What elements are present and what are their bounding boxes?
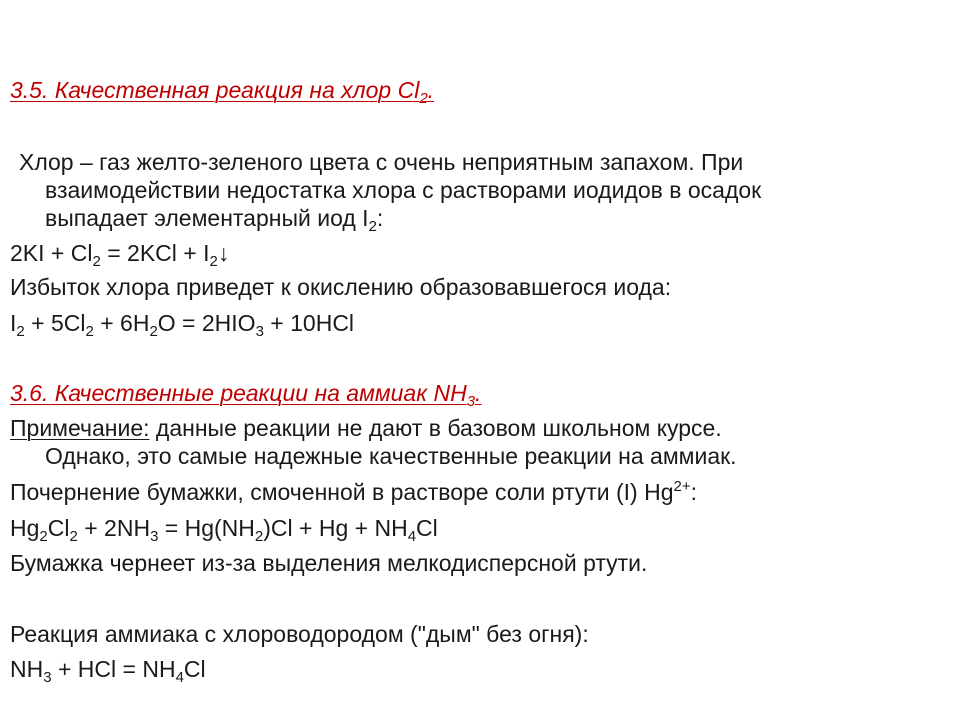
- blackening-text: Почернение бумажки, смоченной в растворе соли ртути (I) $Hg^{2+}$:: [10, 478, 698, 505]
- chlorine-description-line-2: взаимодействии недостатка хлора с растворами иодидов в осадок: [45, 177, 762, 203]
- precipitate-arrow-icon: ↓: [217, 240, 230, 266]
- excess-chlorine-text: Избыток хлора приведет к окислению образовавшегося иода:: [10, 274, 672, 300]
- paper-blackens-text: Бумажка чернеет из-за выделения мелкодисперсной ртути.: [10, 550, 648, 576]
- equation-iodide-chlorine: $2KI + Cl_2 = 2KCl$ + $I_2↓$: [10, 240, 230, 270]
- section-35-heading: 3.5. Качественная реакция на хлор $Cl_2$.: [10, 77, 435, 107]
- chlorine-description-line-1: Хлор – газ желто-зеленого цвета с очень неприятным запахом. При: [19, 149, 744, 175]
- chlorine-description-line-3: выпадает элементарный иод $I_2$:: [45, 205, 384, 235]
- section-36-heading: 3.6. Качественные реакции на аммиак $NH_3$.: [10, 380, 482, 410]
- note-line-2: Однако, это самые надежные качественные реакции на аммиак.: [45, 443, 737, 469]
- note-line-1: Примечание: данные реакции не дают в базовом школьном курсе.: [10, 415, 722, 441]
- equation-mercury-ammonia: $Hg_2Cl_2 + 2NH_3 = Hg(NH_2)Cl + Hg + NH_4Cl$: [10, 515, 438, 545]
- note-label: Примечание:: [10, 415, 150, 441]
- ammonia-hcl-text: Реакция аммиака с хлороводородом ("дым" без огня):: [10, 621, 589, 647]
- equation-ammonia-hcl: $NH_3$ + HCl = $NH_4Cl$: [10, 656, 206, 686]
- equation-iodine-oxidation: $I_2 + 5Cl_2 + 6H_2O = 2HIO_3 + 10HCl$: [10, 310, 355, 340]
